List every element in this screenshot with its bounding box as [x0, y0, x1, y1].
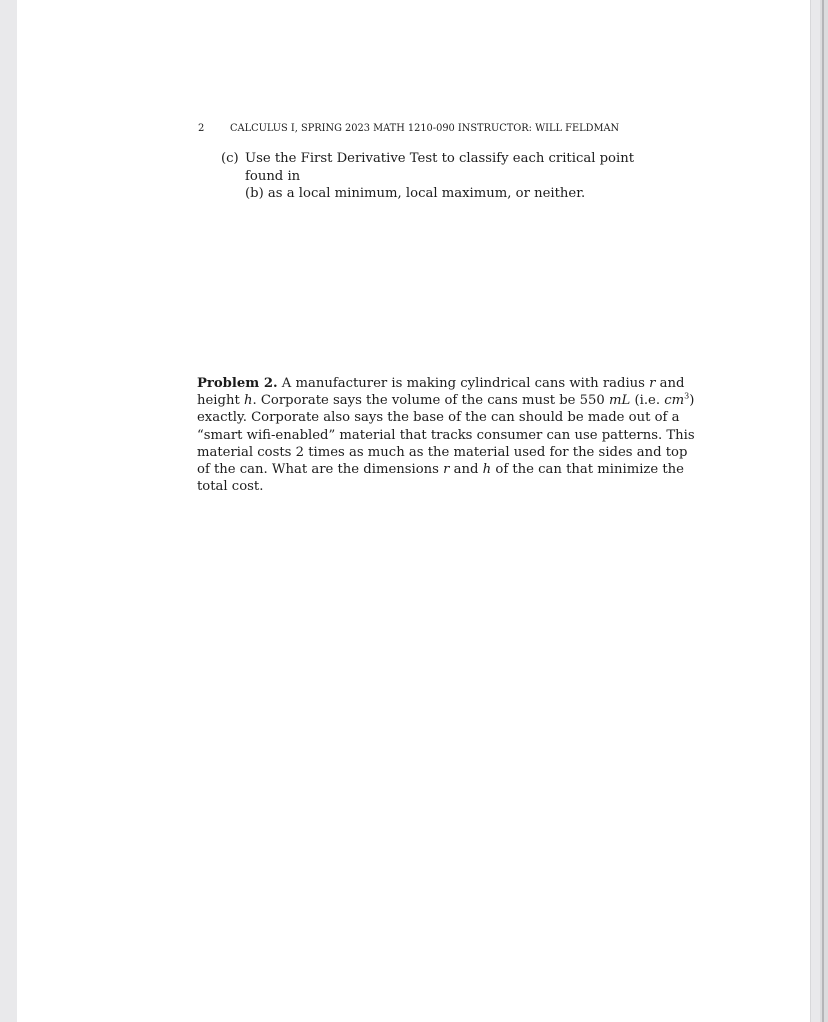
problem-2-line-1: Problem 2. A manufacturer is making cylindrical cans with radius r and	[197, 376, 685, 391]
problem-2-title: Problem 2.	[197, 376, 278, 391]
unit-ml: mL	[609, 393, 631, 409]
pdf-page	[17, 0, 811, 1022]
part-c-text	[245, 150, 671, 203]
problem-2-line-6: of the can. What are the dimensions r and h of the can that minimize the	[197, 462, 684, 478]
unit-cm: cm	[664, 393, 685, 409]
problem-2	[197, 375, 695, 495]
problem-2-line-3: exactly. Corporate also says the base of the can should be made out of a	[197, 410, 680, 426]
problem-2-line-7: total cost.	[197, 479, 264, 495]
part-c	[221, 150, 671, 203]
page-number: 2	[198, 123, 205, 134]
part-c-line-2: (b) as a local minimum, local maximum, or neither.	[245, 186, 586, 201]
scrollbar-thumb[interactable]	[822, 0, 824, 1022]
part-c-label: (c)	[221, 151, 239, 166]
problem-2-line-4: “smart wifi-enabled” material that tracks consumer can use patterns. This	[197, 427, 695, 443]
variable-r: r	[649, 376, 656, 391]
running-header: CALCULUS I, SPRING 2023 MATH 1210-090 INSTRUCTOR: WILL FELDMAN	[230, 123, 620, 134]
variable-h: h	[243, 393, 253, 409]
problem-2-line-5: material costs 2 times as much as the material used for the sides and top	[197, 444, 688, 460]
problem-2-line-2: height h. Corporate says the volume of the cans must be 550 mL (i.e. $cm^3$)	[197, 391, 695, 409]
scrollbar-track[interactable]	[820, 0, 828, 1022]
part-c-line-1: Use the First Derivative Test to classify each critical point found in	[245, 151, 634, 184]
unit-cm-exponent: 3	[684, 391, 690, 401]
